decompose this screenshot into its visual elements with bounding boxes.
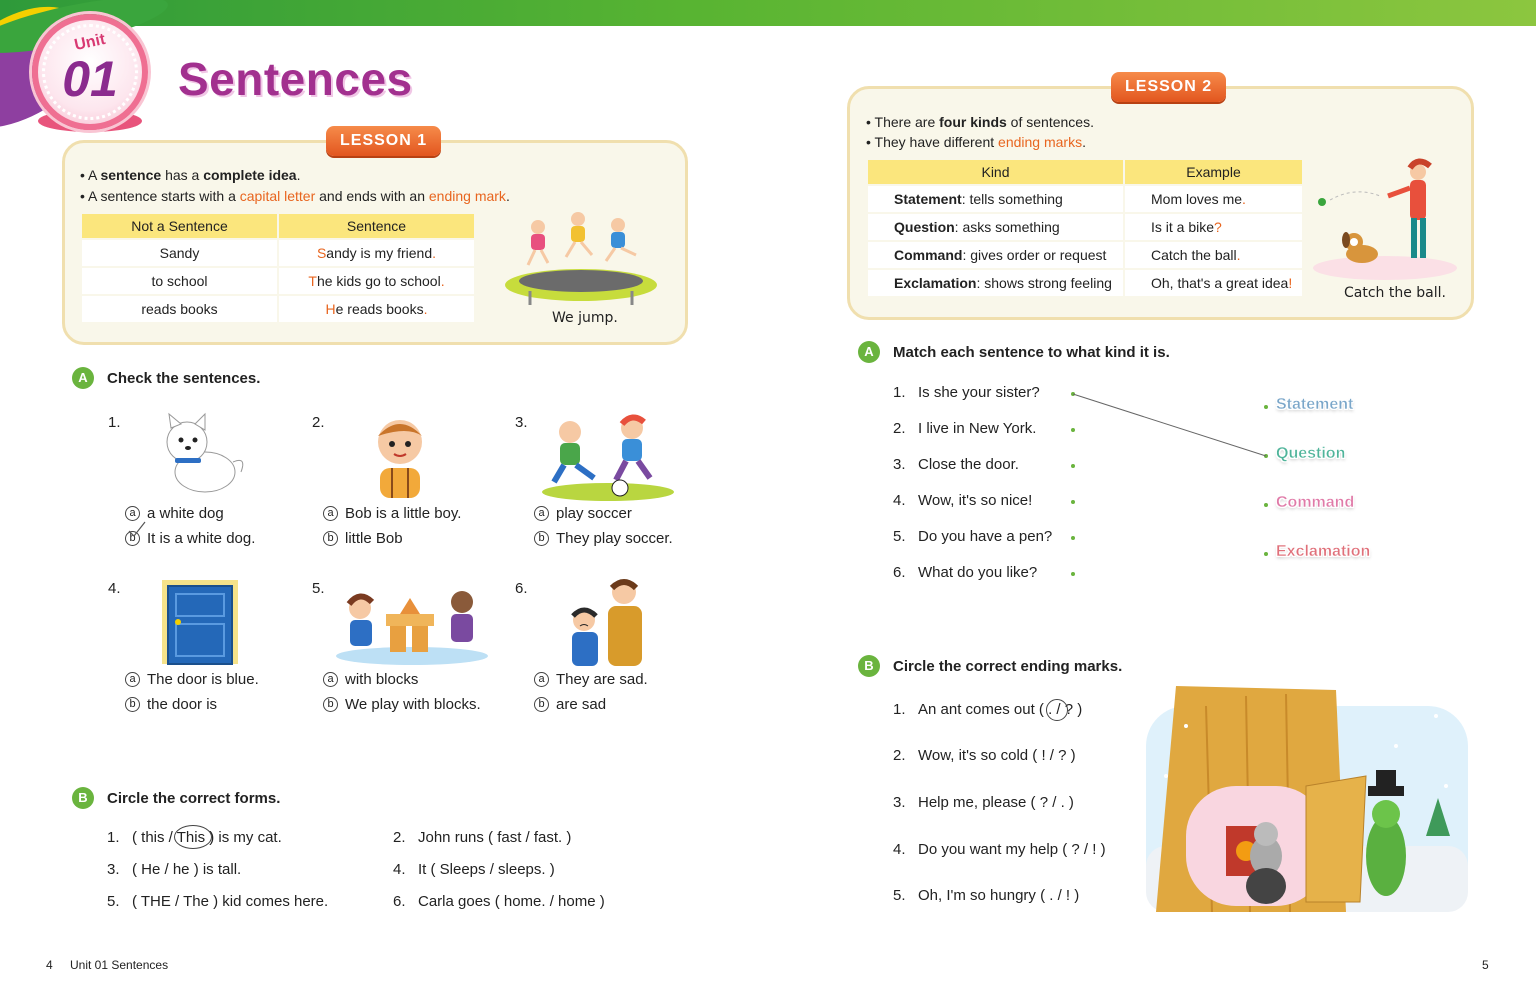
table-row: Statement: tells something Mom loves me. (867, 185, 1303, 213)
lesson2-caption: Catch the ball. (1344, 285, 1446, 301)
choice-3a[interactable]: a play soccer (534, 505, 632, 522)
footer-page-right: 5 (1482, 958, 1489, 972)
kind-dot[interactable] (1264, 552, 1268, 556)
table-row: to school The kids go to school. (81, 267, 475, 295)
kind-statement[interactable]: Statement (1276, 396, 1354, 413)
match-dot[interactable] (1071, 536, 1075, 540)
ending-item-1[interactable]: 1. An ant comes out ( . / ? ) (893, 701, 1083, 718)
kind-dot[interactable] (1264, 503, 1268, 507)
match-item-5[interactable]: 5. Do you have a pen? (893, 528, 1053, 545)
girl-dog-illustration (1310, 158, 1460, 283)
choice-4b[interactable]: b the door is (125, 696, 217, 713)
match-dot[interactable] (1071, 500, 1075, 504)
item-number: 5. (312, 580, 325, 597)
page-title: Sentences (178, 53, 413, 105)
lesson2-tag: LESSON 2 (1111, 72, 1226, 102)
sad-boy-father-picture (560, 576, 662, 668)
section-b-title: Circle the correct forms. (107, 790, 281, 807)
lesson1-caption: We jump. (552, 310, 618, 326)
match-dot[interactable] (1071, 464, 1075, 468)
blue-door-picture (160, 578, 240, 666)
lesson2-bullet-2: • They have different ending marks. (866, 134, 1086, 150)
kind-question[interactable]: Question (1276, 445, 1346, 462)
footer-page-left: 4 (46, 958, 53, 972)
match-item-6[interactable]: 6. What do you like? (893, 564, 1038, 581)
choice-1b[interactable]: b It is a white dog. (125, 530, 255, 547)
table-header: Example (1124, 159, 1303, 185)
lesson1-bullet-1: • A sentence has a complete idea. (80, 167, 301, 183)
ant-grasshopper-illustration (1146, 686, 1468, 912)
table-header: Not a Sentence (81, 213, 278, 239)
kind-command[interactable]: Command (1276, 494, 1355, 511)
top-banner (0, 0, 1536, 26)
lesson1-table (80, 212, 476, 324)
table-row: Sandy Sandy is my friend. (81, 239, 475, 267)
form-item-6[interactable]: 6. Carla goes ( home. / home ) (393, 893, 605, 910)
ending-item-5[interactable]: 5. Oh, I'm so hungry ( . / ! ) (893, 887, 1080, 904)
match-item-3[interactable]: 3. Close the door. (893, 456, 1019, 473)
unit-word: Unit (72, 30, 107, 55)
item-number: 2. (312, 414, 325, 431)
section-b-badge: B (858, 655, 880, 677)
table-header: Sentence (278, 213, 475, 239)
choice-2b[interactable]: b little Bob (323, 530, 403, 547)
table-row: reads books He reads books. (81, 295, 475, 323)
section-b-badge: B (72, 787, 94, 809)
unit-badge (32, 14, 148, 130)
table-row: Exclamation: shows strong feeling Oh, that's a great idea! (867, 269, 1303, 297)
section-a-badge: A (858, 341, 880, 363)
choice-2a[interactable]: a Bob is a little boy. (323, 505, 461, 522)
match-line (1070, 390, 1270, 460)
match-dot[interactable] (1071, 572, 1075, 576)
table-row: Command: gives order or request Catch the ball. (867, 241, 1303, 269)
boy-picture (368, 412, 432, 502)
item-number: 3. (515, 414, 528, 431)
choice-5b[interactable]: b We play with blocks. (323, 696, 481, 713)
section-b-title: Circle the correct ending marks. (893, 658, 1123, 675)
section-a-title: Check the sentences. (107, 370, 261, 387)
lesson2-bullet-1: • There are four kinds of sentences. (866, 114, 1094, 130)
choice-6a[interactable]: a They are sad. (534, 671, 648, 688)
footer-unit-text: Unit 01 Sentences (70, 958, 169, 972)
answer-circle (174, 825, 212, 849)
form-item-5[interactable]: 5. ( THE / The ) kid comes here. (107, 893, 329, 910)
unit-number: 01 (62, 51, 118, 107)
lesson1-tag: LESSON 1 (326, 126, 441, 156)
kind-exclamation[interactable]: Exclamation (1276, 543, 1371, 560)
form-item-3[interactable]: 3. ( He / he ) is tall. (107, 861, 242, 878)
section-a-title: Match each sentence to what kind it is. (893, 344, 1170, 361)
trampoline-illustration (500, 205, 662, 305)
choice-4a[interactable]: a The door is blue. (125, 671, 259, 688)
choice-5a[interactable]: a with blocks (323, 671, 418, 688)
choice-3b[interactable]: b They play soccer. (534, 530, 673, 547)
choice-1a[interactable]: a a white dog (125, 505, 224, 522)
table-row: Question: asks something Is it a bike? (867, 213, 1303, 241)
blocks-picture (334, 580, 490, 666)
item-number: 4. (108, 580, 121, 597)
match-item-1[interactable]: 1. Is she your sister? (893, 384, 1040, 401)
dog-picture (155, 412, 247, 502)
section-a-badge: A (72, 367, 94, 389)
form-item-4[interactable]: 4. It ( Sleeps / sleeps. ) (393, 861, 555, 878)
match-item-2[interactable]: 2. I live in New York. (893, 420, 1037, 437)
ending-item-2[interactable]: 2. Wow, it's so cold ( ! / ? ) (893, 747, 1076, 764)
lesson2-table (866, 158, 1304, 298)
match-item-4[interactable]: 4. Wow, it's so nice! (893, 492, 1033, 509)
ending-item-4[interactable]: 4. Do you want my help ( ? / ! ) (893, 841, 1106, 858)
kids-soccer-picture (540, 412, 676, 502)
checkmark-icon (127, 521, 147, 539)
item-number: 6. (515, 580, 528, 597)
form-item-2[interactable]: 2. John runs ( fast / fast. ) (393, 829, 572, 846)
item-number: 1. (108, 414, 121, 431)
choice-6b[interactable]: b are sad (534, 696, 606, 713)
lesson1-bullet-2: • A sentence starts with a capital letter and ends with an ending mark. (80, 188, 510, 204)
table-header: Kind (867, 159, 1124, 185)
form-item-1[interactable]: 1. ( this / This ) is my cat. (107, 829, 282, 846)
ending-item-3[interactable]: 3. Help me, please ( ? / . ) (893, 794, 1074, 811)
answer-circle (1046, 699, 1068, 721)
